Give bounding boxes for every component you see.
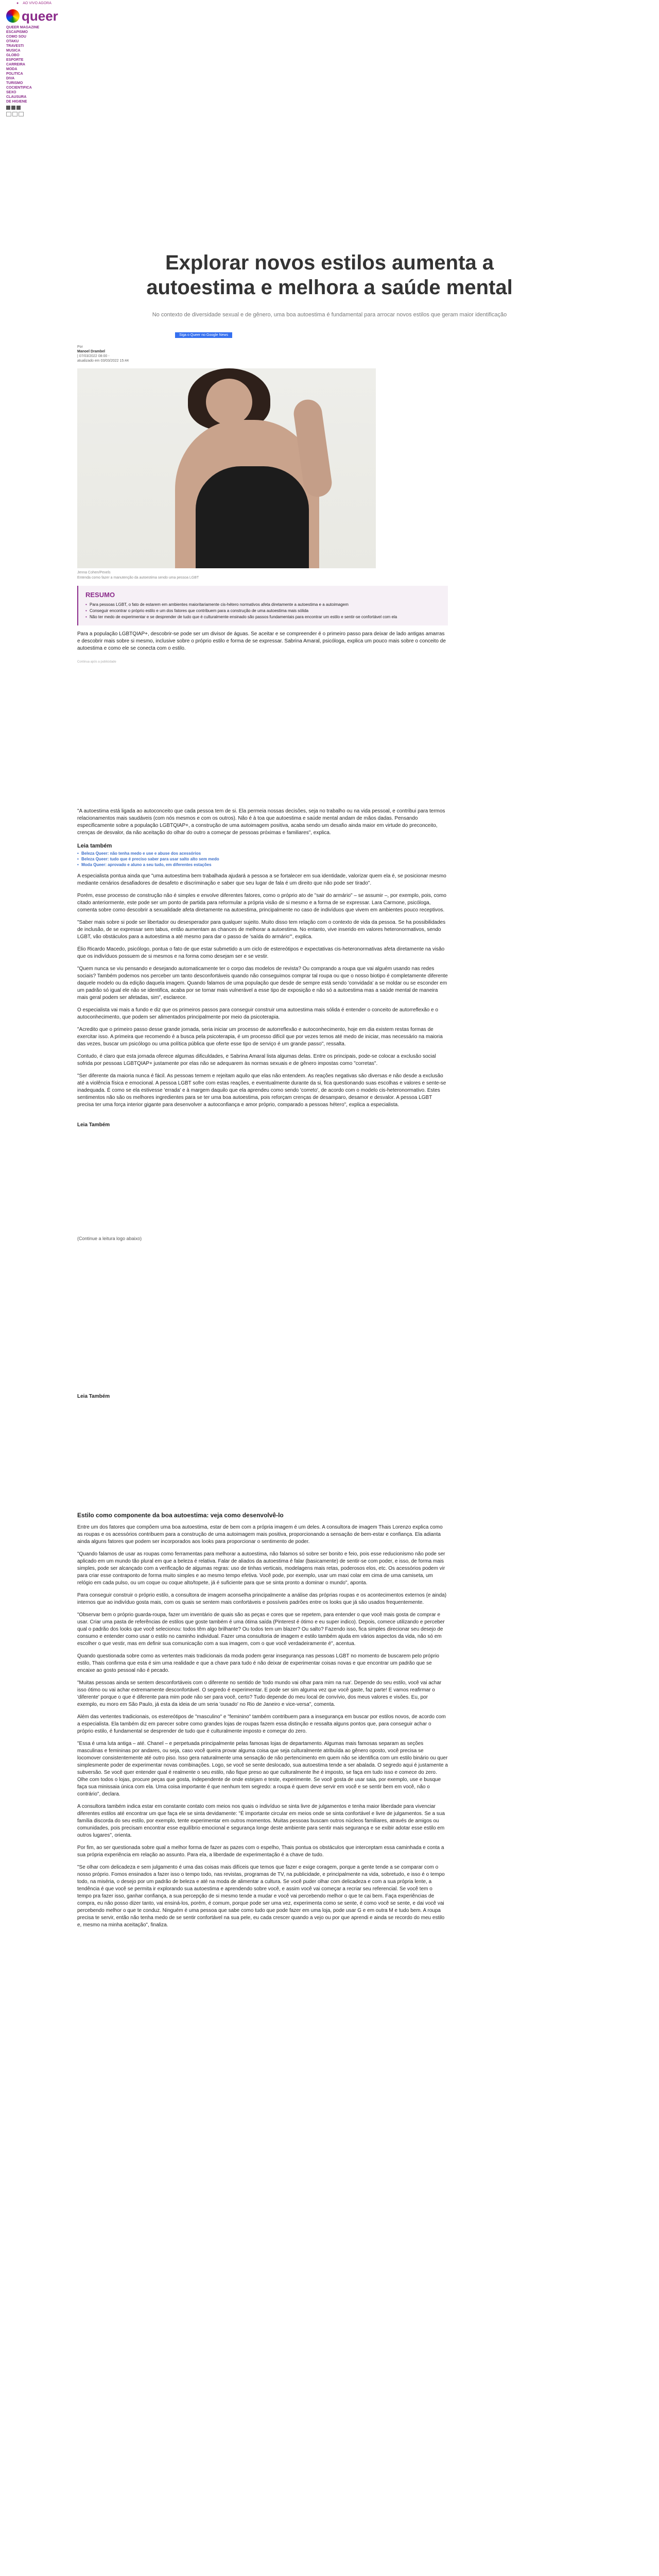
byline-prefix: Por (77, 345, 83, 349)
instagram-icon[interactable] (11, 106, 15, 110)
paragraph: Contudo, é claro que esta jornada oferece algumas dificuldades, e Sabrina Amaral lista algumas delas. Entre os principais, pode-se colocar a exclusão social sofrida por pessoas LGBTQIAP+ justamente por elas não se adequarem às normas sexuais e de gênero impostas como "corretas". (77, 1054, 436, 1066)
site-logo[interactable] (6, 8, 659, 24)
summary-item: • Conseguir encontrar o próprio estilo e um dos fatores que contribuem para a construção de uma autoestima mais sólida (85, 608, 441, 614)
nav-item[interactable]: TRAVESTI (6, 44, 24, 48)
related-heading: Leia Também (77, 1394, 110, 1399)
summary-list (85, 602, 441, 620)
nav-item[interactable]: CLAUSURA (6, 95, 27, 99)
related-list (77, 851, 448, 868)
image-credit: Jenna Cohen/Pexels (77, 571, 111, 574)
paragraph: Quando questionada sobre como as vertentes mais tradicionais da moda podem gerar insegurança nas pessoas LGBT no momento de buscarem pelo próprio estilo, Thais confirma que esta é sim uma realidade e que a chave para tudo é não deixar de experimentar coisas novas e que encontrar um padrão que se encaixe ao gosto pessoal não é pecado. (77, 1653, 439, 1673)
nav-item[interactable]: OTAKU (6, 40, 19, 43)
twitter-icon[interactable] (16, 106, 21, 110)
rainbow-logo-icon (6, 9, 20, 23)
page-subtitle: No contexto de diversidade sexual e de gênero, uma boa autoestima é fundamental para arrocar novos estilos que geram maior identificação (152, 312, 507, 318)
search-icon[interactable] (6, 112, 11, 116)
article-header (144, 250, 515, 319)
paragraph: Para conseguir construir o próprio estilo, a consultora de imagem aconselha principalmente a análise das próprias roupas e os acontecimentos externos (e ainda) internos que ao indivíduo gosta mais, com os quais se sentem mais confortáveis e possíveis padrões entre os looks que já são usados frequentemente. (77, 1592, 447, 1605)
paragraph: "Quem nunca se viu pensando e desejando automaticamente ter o corpo das modelos de revista? Ou comprando a roupa que vai alguém usando nas redes sociais? Também podemos nos perceber um tanto desconfortáveis quando não conseguimos comprar tal roupa ou que o nosso biotipo é completamente diferente daquele modelo ou da edição daquela imagem. Quando falamos de uma população que desde de sempre está sendo 'convidada' a se moldar ou se esconder em um padrão só igual ele não se identifica, acaba por se tornar mais vulnerável a esse tipo de exposição e não só a autoestima mas a saúde mental de maneira mais geral podem ser afetadas, sim", esclarece. (77, 966, 448, 1001)
menu-icon[interactable] (12, 112, 18, 116)
paragraph: O especialista vai mais a fundo e diz que os primeiros passos para conseguir construir uma autoestima mais sólida é entender o conceito de autorreflexão e o autoconhecimento, que podem ser alimentados principalmente por meio da psicoterapia. (77, 1007, 438, 1020)
paragraph: Élio Ricardo Macedo, psicólogo, pontua o fato de que estar submetido a um ciclo de estereótipos e expectativas cis-heteronormativas afeta diretamente na visão que os indivíduos possuem de si mesmos e na forma como desejam ser e se vestir. (77, 946, 445, 959)
inline-ad-slot (77, 1241, 448, 1380)
nav-item[interactable]: DIVA (6, 77, 15, 80)
article-body (77, 329, 448, 1991)
paragraph: Por fim, ao ser questionada sobre qual a melhor forma de fazer as pazes com o espelho, Thais pontua os obstáculos que interceptam essa caminhada e conta a sua própria experiência em relação ao assunto. Para ela, a liberdade de experimentação é a chave de tudo. (77, 1845, 444, 1858)
related-heading: Leia também (77, 843, 112, 849)
paragraph: Além das vertentes tradicionais, os estereótipos de "masculino" e "feminino" também contribuem para a insegurança em buscar por estilos novos, de acordo com a especialista. Ela também diz em parecer sobre como grandes lojas de roupas fazem essa distinção e ressalta alguns pontos que, para conseguir achar o próprio estilo, é fundamental se desprender de tudo que é culturalmente imposto e começar do zero. (77, 1714, 446, 1734)
related-link[interactable]: • Beleza Queer: tudo que é preciso saber para usar salto alto sem medo (77, 856, 448, 862)
image-caption (77, 570, 448, 581)
sidebar (458, 329, 582, 1991)
ad-label: Continua após a publicidade (77, 660, 116, 664)
paragraph: A especialista pontua ainda que "uma autoestima bem trabalhada ajudará a pessoa a se fortalecer em sua identidade, valorizar quem ela é, se posicionar mesmo mediante cenários desafiadores de desafeto e discriminação e saber que seu lugar de fala é um direito que não pode ser tirado". (77, 873, 446, 886)
page-title: Explorar novos estilos aumenta a autoestima e melhora a saúde mental (146, 251, 513, 299)
related-heading: Leia Também (77, 1122, 110, 1128)
social-links (6, 106, 659, 110)
summary-item: • Não ter medo de experimentar e se desprender de tudo que é culturalmente ensinado são passos fundamentais para encontrar um estilo e sentir-se confortável com ela (85, 614, 441, 620)
top-ad-slot (0, 127, 659, 173)
paragraph: Para a população LGBTQIAP+, descobrir-se pode ser um divisor de águas. Se aceitar e se compreender é o primeiro passo para deixar de lado antigas amarras e descobrir mais sobre si mesmo, inclusive sobre o próprio estilo e forma de se expressar. Sabrina Amaral, psicóloga, explica um pouco mais sobre o conceito de autoestima e como ele se conecta com o estilo. (77, 631, 446, 651)
hero-top-shape (196, 466, 309, 568)
google-news-follow-button[interactable]: Siga o Queer no Google News (175, 332, 232, 338)
nav-item[interactable]: MUSICA (6, 49, 21, 53)
paragraph: Entre um dos fatores que compõem uma boa autoestima, estar de bem com a própria imagem é um deles. A consultora de imagem Thais Lorenzo explica como as roupas e os acessórios contribuem para a construção de uma autoimagem mais positiva, proporcionando a sensação de bem-estar e confiança. Ela adianta ainda alguns fatores que podem ser incorporados aos looks para proporcionar o sentimento de poder. (77, 1524, 443, 1545)
nav-item[interactable]: TURISMO (6, 81, 23, 85)
paragraph: "A autoestima está ligada ao autoconceito que cada pessoa tem de si. Ela permeia nossas decisões, seja no trabalho ou na vida pessoal, e contribui para termos relacionamentos mais saudáveis (com nós mesmos e com os outros). Não é à toa que autoestima e saúde mental andam de mãos dadas. Pensando especificamente sobre a população LGBTQIAP+, a construção de uma autoimagem positiva, acaba sendo um desafio ainda maior em virtude do preconceito, crenças de desvalor, da não aceitação do olhar do outro a começar de pessoas próximas e familiares", explica. (77, 808, 445, 836)
hero-head-shape (206, 379, 252, 425)
summary-box (77, 586, 448, 625)
nav-item[interactable]: POLITICA (6, 72, 23, 76)
inline-ad-slot (77, 664, 448, 803)
paragraph: "Observar bem o próprio guarda-roupa, fazer um inventário de quais são as peças e cores que se repetem, para entender o que você mais gosta de comprar e usar. Criar uma pasta de referências de estilos que goste também é uma ótima saída (Pinterest é ótimo e eu super indico). Depois, comece utilizando e perceber qual o padrão dos looks que você selecionou: todos têm algo brilhante? Ou todos tem um blazer? Ou salto? Fazendo isso, fica simples direcionar seu desejo de consumo e entender como usar o estilo no caminho individual. Fazer uma consultoria de imagem e estilo também ajuda em vários aspectos da vida, não só em escolher o que vestir, mas em definir sua comunicação com a sua imagem, com o que você verdadeiramente é", acentua. (77, 1612, 445, 1647)
nav-item[interactable]: COMO SOU (6, 35, 26, 39)
published-date: | 07/03/2022 08:00 - (77, 354, 110, 358)
paragraph: "Ser diferente da maioria nunca é fácil. As pessoas temem e rejeitam aquilo que elas não entendem. As reações negativas são diversas e não desde a exclusão até a violência física e emocional. A pessoa LGBT sofre com estas reações, e eventualmente durante da si, fica questionando suas escolhas e valores e sente-se inadequada. É como se ela estivesse 'errada' e à margem daquilo que ela aprendeu como sendo 'correto', de acordo com o modelo cis-heteronormativo. Estes sentimentos não são os melhores ingredientes para se ter uma boa autoestima, pois reforçam crenças de desamparo, desamor e desvalor. A pessoa LGBT precisa ter uma força interior gigante para desenvolver a autoconfiança e amor próprio, comparado a pessoas hétero", explica a especialista. (77, 1073, 446, 1108)
paragraph: Porém, esse processo de construção não é simples e envolve diferentes fatores, como o próprio ato de "sair do armário" – se assumir –, por exemplo, pois, como citado anteriormente, este pode ser um ponto de partida para reformular a própria visão de si mesmo e a forma de se expressar. Lara Carmone, psicóloga, comenta sobre como descobrir a sexualidade afeta diretamente na autoestima, principalmente no caso de indivíduos que vivem em ambientes pouco receptivos. (77, 893, 446, 913)
paragraph: "Acredito que o primeiro passo desse grande jornada, seria iniciar um processo de autorreflexão e autoconhecimento, hoje em dia existem restas formas de exercitar isso. A primeira que recomendo é a busca pela psicoterapia, é um processo difícil que por vezes temos até medo de iniciar, mas necessário na maioria das vezes, buscar um psicólogo ou uma política pública que oferte esse tipo de serviço é um grande passo", ressalta. (77, 1027, 443, 1047)
main-content (77, 329, 582, 1991)
summary-heading: RESUMO (85, 591, 115, 599)
related-embed-slot (77, 1128, 448, 1231)
related-embed-slot (77, 1399, 448, 1502)
section-nav (0, 24, 659, 110)
nav-item[interactable]: MODA (6, 67, 18, 71)
updated-date: atualizado em 03/03/2022 15:44 (77, 359, 129, 363)
paragraph: "Essa é uma luta antiga – até. Chanel – e perpetuada principalmente pelas famosas lojas de departamento. Algumas mais famosas separam as seções masculinas e femininas por andares, ou seja, caso você queira provar alguma coisa que seja culturalmente atribuída ao gênero oposto, você precisa se locomover consistentemente até outro piso. Isso gera naturalmente uma sensação de não pertencimento em quem não se identifica com um estilo binário ou quer simplesmente poder de experimentar novas combinações. Logo, se você se sente deslocado, sua autoestima tende a ser abalada. O segredo aqui é justamente a subversão. Se você quer entender qual é realmente o seu estilo, não fique preso ao que culturalmente lhe é imposto, se faça em tudo isso e comece do zero. Olhe com todos o lojas, procure peças que gosta, independente de onde estejam e teste, experimente. Se você gosta de usar saia, por exemplo, use e busque faça sua minissaia única com ela. Uma coisa importante é que nenhum tem segredo: a roupa é quem deve servir em você e se sentir bem em você, não o contrário", declara. (77, 1741, 448, 1797)
nav-item[interactable]: GLOBO (6, 54, 20, 57)
byline (77, 345, 448, 363)
nav-item[interactable]: DE HIGIENE (6, 100, 27, 104)
paragraph: A consultora também indica estar em constante contato com meios nos quais o indivíduo se sinta livre de julgamentos e tenha maior liberdade para vivenciar diferentes estilos até encontrar um que faça ele se sinta devidamente: "É importante circular em meios onde se sinta confortável e livre de julgamentos. Se a sua família discorda do seu estilo, por exemplo, tente experimentar em outros momentos. Muitas pessoas buscam outros núcleos familiares, através de amigos ou comunidades, pois precisam encontrar esse equilíbrio emocional e segurança longe deste ambiente para sentir mais segurança e se exibir adotar esse estilo em outros lugares", orienta. (77, 1804, 445, 1838)
section-heading: Estilo como componente da boa autoestima: veja como desenvolvê-lo (77, 1512, 284, 1519)
top-bar (0, 0, 659, 6)
nav-item[interactable]: CARREIRA (6, 63, 25, 66)
page-footer-space (77, 1929, 448, 1991)
related-link[interactable]: • Beleza Queer: não tenha medo e use e abuse dos acessórios (77, 851, 448, 856)
hero-image (77, 368, 376, 568)
summary-item: • Para pessoas LGBT, o fato de estarem em ambientes maioritariamente cis-hétero normativos afeta diretamente a autoestima e a autoimagem (85, 602, 441, 608)
logo-text: queer (22, 8, 58, 24)
live-indicator-icon: ● (16, 1, 19, 5)
nav-item[interactable]: COCIENTIFICA (6, 86, 32, 90)
related-link[interactable]: • Moda Queer: aprovado e aluno a seu tudo, em diferentes estações (77, 862, 448, 868)
paragraph: "Muitas pessoas ainda se sentem desconfortáveis com o diferente no sentido de 'todo mundo vai olhar para mim na rua'. Depende do seu estilo, você vai achar isso ótimo ou vai achar extremamente desconfortável. O segredo é experimentar. E pode ser sim alguma vez que você gaste, faz parte! E vamos reafirmar o 'diferente' porque o que é diferente para mim pode não ser para você, certo? Tudo depende do meu local de convívio, dos meus valores e visões. Eu, por exemplo, eu moro em São Paulo, já esta da ideia de um seria 'ousado' no Rio de Janeiro e vice-versa", comenta. (77, 1680, 442, 1707)
continue-reading-label: (Continue a leitura logo abaixo) (77, 1236, 142, 1241)
paragraph: "Se olhar com delicadeza e sem julgamento é uma das coisas mais difíceis que temos que fazer e exige coragem, porque a gente tende a se comparar com o nosso próprio. Fomos ensinados a fazer isso o tempo todo, nas revistas, programas de TV, na publicidade, e principalmente na vida, sobretudo, e isso é o tempo todo, na miséria, o desejo por um padrão de beleza e até na moda de alimentar a cultura. Se você puder olhar com delicadeza e com a sua própria lente, a tendência é que você se permita ir explorando sua autoestima e aprendendo sobre você, e assim você vai começar a recriar seu referencial. Se você tem o tempo pra fazer isso, ganhar confiança, a sua percepção de si mesmo tende a mudar e você vai percebendo melhor o que te cai bem. Faça experiências de compra, eu não posso dizer tanto, vai ensiná-los, porém, é comum, porque pode ser uma vez, experimenta como se sente, é como você se sente, e dai você vai percebendo melhor o que te conduz. Ninguém é uma pessoa que sabe como tudo que pode fazer em uma loja, pode usar G e em outra M e tudo bem. A roupa precisa te servir, então não tenha medo de se sentir confortável na sua pele, eu cada crescer quando a vejo ou por que aprendi e ainda se recordo do meu estilo e, mesmo na minha aceitação", finaliza. (77, 1865, 445, 1928)
facebook-icon[interactable] (6, 106, 10, 110)
share-icon[interactable] (19, 112, 24, 116)
nav-item[interactable]: ESPORTE (6, 58, 24, 62)
image-caption-text: Entenda como fazer a manutenção da autoestima sendo uma pessoa LGBT (77, 576, 199, 580)
toolbar-icons (6, 112, 659, 116)
paragraph: "Saber mais sobre si pode ser libertador ou desesperador para qualquer sujeito. Muito disso tem relação com o contexto de vida da pessoa. Se ha possibilidades de inclusão, de se expressar sem tabus, então aumentam as chances de melhorar a autoestima. No entanto, vive inserido em valores heteronormativos, sendo LGBT, vão obstáculos para a autoestima a até mesmo para dar o passo de 'saída do armário'", explica. (77, 920, 446, 940)
nav-item[interactable]: ESCAPISMO (6, 30, 28, 34)
author-name[interactable]: Manoel Drambel (77, 350, 106, 353)
nav-item[interactable]: QUEER MAGAZINE (6, 26, 40, 29)
live-label[interactable]: AO VIVO AGORA (23, 1, 51, 5)
nav-item[interactable]: SEXO (6, 91, 16, 94)
paragraph: "Quando falamos de usar as roupas como ferramentas para melhorar a autoestima, não falamos só sobre ser bonito e feio, pois esse reducionismo não pode ser aplicado em um mundo tão plural em que a beleza é relativa. Falar de aliados da autoestima é falar (basicamente) de sentir-se com poder, e isso, de forma mais simples, pode ser alcançado com a verificação de algumas regras: uso de tinhas verticais, modelagens mais retas, poderosos elos, etc. Os acessórios podem vir para criar esse contraponto de forma muito simples e ao mesmo tempo efetiva. Você pode, por exemplo, usar um maxi colar em cima de uma camiseta, um relógio em cada pulso, ou um coque ou coque alto/topete, já é suficiente para que se sinta pronto a dominar o mundo", aponta. (77, 1551, 445, 1586)
